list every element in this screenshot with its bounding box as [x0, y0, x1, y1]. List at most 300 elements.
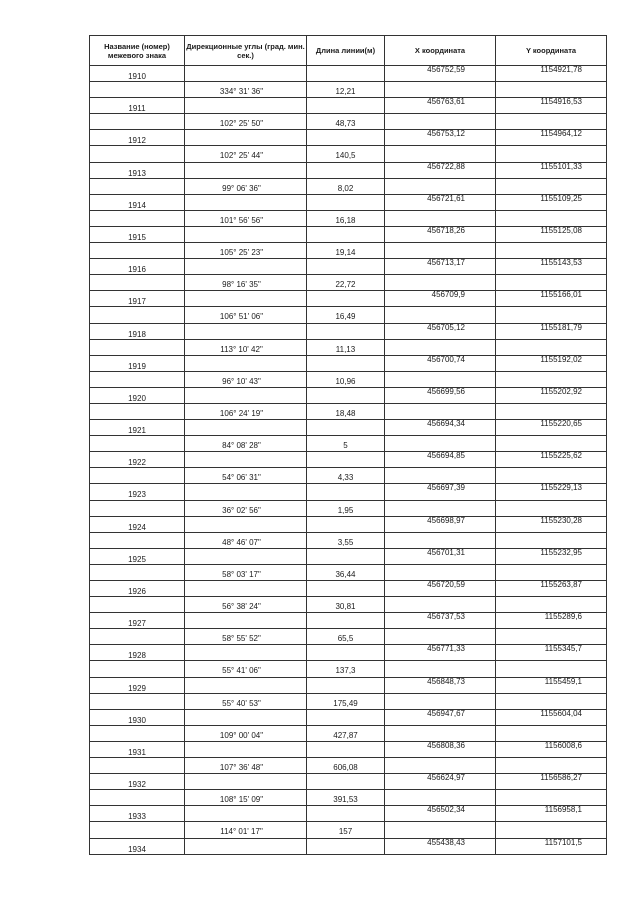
empty-cell [496, 629, 607, 645]
empty-cell [385, 694, 496, 710]
empty-cell [307, 517, 385, 533]
point-row [90, 742, 607, 758]
empty-cell [90, 790, 185, 806]
empty-cell [90, 661, 185, 677]
line-row [90, 790, 607, 806]
empty-cell [385, 758, 496, 774]
empty-cell [385, 114, 496, 130]
point-row [90, 645, 607, 661]
x-coordinate: 456701,31 [385, 549, 496, 565]
line-length: 18,48 [307, 404, 385, 420]
y-coordinate: 1155109,25 [496, 195, 607, 211]
x-coordinate: 455438,43 [385, 839, 496, 855]
line-length: 65,5 [307, 629, 385, 645]
empty-cell [185, 581, 307, 597]
line-row [90, 146, 607, 162]
y-coordinate: 1155101,33 [496, 163, 607, 179]
empty-cell [307, 98, 385, 114]
line-length: 11,13 [307, 340, 385, 356]
empty-cell [307, 806, 385, 822]
empty-cell [90, 629, 185, 645]
line-length: 5 [307, 436, 385, 452]
y-coordinate: 1155604,04 [496, 710, 607, 726]
empty-cell [307, 259, 385, 275]
direction-angle: 102° 25' 50" [185, 114, 307, 130]
point-name: 1926 [90, 581, 185, 597]
empty-cell [307, 613, 385, 629]
empty-cell [385, 146, 496, 162]
empty-cell [307, 420, 385, 436]
x-coordinate: 456694,85 [385, 452, 496, 468]
empty-cell [496, 597, 607, 613]
point-row [90, 259, 607, 275]
point-row [90, 774, 607, 790]
empty-cell [385, 629, 496, 645]
empty-cell [185, 452, 307, 468]
y-coordinate: 1155345,7 [496, 645, 607, 661]
direction-angle: 334° 31' 36" [185, 82, 307, 98]
empty-cell [90, 372, 185, 388]
empty-cell [307, 388, 385, 404]
point-row [90, 195, 607, 211]
empty-cell [185, 645, 307, 661]
empty-cell [185, 388, 307, 404]
line-length: 391,53 [307, 790, 385, 806]
header-angle: Дирекционные углы (град. мин. сек.) [185, 36, 307, 66]
empty-cell [90, 501, 185, 517]
line-row [90, 307, 607, 323]
coordinates-table [89, 35, 607, 855]
empty-cell [385, 501, 496, 517]
empty-cell [307, 227, 385, 243]
line-length: 10,96 [307, 372, 385, 388]
empty-cell [90, 822, 185, 838]
empty-cell [307, 163, 385, 179]
table-body [90, 66, 607, 855]
point-name: 1919 [90, 356, 185, 372]
line-row [90, 404, 607, 420]
point-name: 1923 [90, 484, 185, 500]
line-length: 16,18 [307, 211, 385, 227]
empty-cell [185, 613, 307, 629]
y-coordinate: 1155230,28 [496, 517, 607, 533]
x-coordinate: 456848,73 [385, 678, 496, 694]
point-row [90, 356, 607, 372]
empty-cell [496, 82, 607, 98]
y-coordinate: 1155125,08 [496, 227, 607, 243]
empty-cell [496, 404, 607, 420]
y-coordinate: 1155225,62 [496, 452, 607, 468]
x-coordinate: 456713,17 [385, 259, 496, 275]
empty-cell [307, 291, 385, 307]
x-coordinate: 456721,61 [385, 195, 496, 211]
line-length: 157 [307, 822, 385, 838]
direction-angle: 101° 56' 56" [185, 211, 307, 227]
y-coordinate: 1154921,78 [496, 66, 607, 82]
line-row [90, 661, 607, 677]
empty-cell [90, 179, 185, 195]
empty-cell [385, 211, 496, 227]
line-row [90, 82, 607, 98]
point-row [90, 130, 607, 146]
empty-cell [90, 597, 185, 613]
empty-cell [185, 259, 307, 275]
header-y: Y координата [496, 36, 607, 66]
line-row [90, 726, 607, 742]
empty-cell [307, 130, 385, 146]
direction-angle: 55° 41' 06" [185, 661, 307, 677]
direction-angle: 106° 24' 19" [185, 404, 307, 420]
empty-cell [496, 758, 607, 774]
point-name: 1921 [90, 420, 185, 436]
x-coordinate: 456698,97 [385, 517, 496, 533]
line-length: 16,49 [307, 307, 385, 323]
empty-cell [496, 468, 607, 484]
empty-cell [307, 774, 385, 790]
y-coordinate: 1154916,53 [496, 98, 607, 114]
line-row [90, 597, 607, 613]
point-row [90, 549, 607, 565]
line-length: 22,72 [307, 275, 385, 291]
empty-cell [307, 484, 385, 500]
point-row [90, 517, 607, 533]
line-row [90, 629, 607, 645]
empty-cell [385, 822, 496, 838]
direction-angle: 114° 01' 17" [185, 822, 307, 838]
x-coordinate: 456718,26 [385, 227, 496, 243]
empty-cell [496, 661, 607, 677]
line-row [90, 436, 607, 452]
empty-cell [385, 790, 496, 806]
point-name: 1912 [90, 130, 185, 146]
empty-cell [496, 822, 607, 838]
line-row [90, 275, 607, 291]
empty-cell [90, 243, 185, 259]
x-coordinate: 456699,56 [385, 388, 496, 404]
empty-cell [307, 839, 385, 855]
direction-angle: 106° 51' 06" [185, 307, 307, 323]
y-coordinate: 1155229,13 [496, 484, 607, 500]
point-name: 1929 [90, 678, 185, 694]
point-name: 1932 [90, 774, 185, 790]
point-row [90, 452, 607, 468]
empty-cell [307, 356, 385, 372]
empty-cell [385, 340, 496, 356]
empty-cell [496, 211, 607, 227]
line-row [90, 533, 607, 549]
line-row [90, 372, 607, 388]
line-row [90, 243, 607, 259]
point-name: 1927 [90, 613, 185, 629]
empty-cell [90, 275, 185, 291]
x-coordinate: 456763,61 [385, 98, 496, 114]
y-coordinate: 1155263,87 [496, 581, 607, 597]
x-coordinate: 456737,53 [385, 613, 496, 629]
empty-cell [185, 324, 307, 340]
x-coordinate: 456720,59 [385, 581, 496, 597]
point-row [90, 420, 607, 436]
empty-cell [90, 114, 185, 130]
y-coordinate: 1156958,1 [496, 806, 607, 822]
line-row [90, 340, 607, 356]
x-coordinate: 456694,34 [385, 420, 496, 436]
empty-cell [90, 694, 185, 710]
x-coordinate: 456709,9 [385, 291, 496, 307]
point-name: 1933 [90, 806, 185, 822]
point-row [90, 66, 607, 82]
x-coordinate: 456752,59 [385, 66, 496, 82]
x-coordinate: 456624,97 [385, 774, 496, 790]
point-name: 1914 [90, 195, 185, 211]
empty-cell [385, 661, 496, 677]
line-row [90, 758, 607, 774]
point-name: 1924 [90, 517, 185, 533]
empty-cell [90, 758, 185, 774]
direction-angle: 48° 46' 07" [185, 533, 307, 549]
y-coordinate: 1155459,1 [496, 678, 607, 694]
direction-angle: 55° 40' 53" [185, 694, 307, 710]
empty-cell [307, 742, 385, 758]
empty-cell [385, 404, 496, 420]
x-coordinate: 456700,74 [385, 356, 496, 372]
point-row [90, 484, 607, 500]
empty-cell [307, 581, 385, 597]
empty-cell [185, 774, 307, 790]
empty-cell [307, 549, 385, 565]
line-row [90, 694, 607, 710]
empty-cell [90, 533, 185, 549]
point-name: 1931 [90, 742, 185, 758]
y-coordinate: 1155232,95 [496, 549, 607, 565]
empty-cell [90, 436, 185, 452]
empty-cell [496, 790, 607, 806]
empty-cell [385, 275, 496, 291]
line-row [90, 179, 607, 195]
empty-cell [385, 372, 496, 388]
y-coordinate: 1155181,79 [496, 324, 607, 340]
line-length: 1,95 [307, 501, 385, 517]
empty-cell [496, 501, 607, 517]
empty-cell [185, 549, 307, 565]
line-length: 4,33 [307, 468, 385, 484]
empty-cell [90, 146, 185, 162]
empty-cell [90, 211, 185, 227]
line-length: 3,55 [307, 533, 385, 549]
x-coordinate: 456705,12 [385, 324, 496, 340]
empty-cell [185, 420, 307, 436]
empty-cell [185, 742, 307, 758]
empty-cell [90, 340, 185, 356]
empty-cell [185, 839, 307, 855]
empty-cell [496, 565, 607, 581]
line-length: 48,73 [307, 114, 385, 130]
line-row [90, 468, 607, 484]
empty-cell [307, 195, 385, 211]
line-length: 19,14 [307, 243, 385, 259]
empty-cell [185, 710, 307, 726]
point-name: 1915 [90, 227, 185, 243]
point-name: 1922 [90, 452, 185, 468]
point-row [90, 678, 607, 694]
direction-angle: 36° 02' 56" [185, 501, 307, 517]
direction-angle: 99° 06' 36" [185, 179, 307, 195]
line-length: 137,3 [307, 661, 385, 677]
point-row [90, 806, 607, 822]
direction-angle: 54° 06' 31" [185, 468, 307, 484]
point-row [90, 581, 607, 597]
y-coordinate: 1156586,27 [496, 774, 607, 790]
header-x: X координата [385, 36, 496, 66]
x-coordinate: 456753,12 [385, 130, 496, 146]
x-coordinate: 456722,88 [385, 163, 496, 179]
empty-cell [385, 533, 496, 549]
empty-cell [307, 645, 385, 661]
empty-cell [90, 404, 185, 420]
line-length: 12,21 [307, 82, 385, 98]
line-length: 36,44 [307, 565, 385, 581]
point-row [90, 291, 607, 307]
x-coordinate: 456808,36 [385, 742, 496, 758]
line-row [90, 822, 607, 838]
point-name: 1918 [90, 324, 185, 340]
point-row [90, 839, 607, 855]
empty-cell [496, 275, 607, 291]
table-header [90, 36, 607, 66]
empty-cell [496, 146, 607, 162]
line-length: 30,81 [307, 597, 385, 613]
x-coordinate: 456771,33 [385, 645, 496, 661]
empty-cell [385, 307, 496, 323]
empty-cell [185, 517, 307, 533]
empty-cell [185, 227, 307, 243]
y-coordinate: 1155192,02 [496, 356, 607, 372]
empty-cell [385, 179, 496, 195]
y-coordinate: 1155289,6 [496, 613, 607, 629]
direction-angle: 56° 38' 24" [185, 597, 307, 613]
line-length: 140,5 [307, 146, 385, 162]
point-name: 1917 [90, 291, 185, 307]
empty-cell [307, 678, 385, 694]
direction-angle: 96° 10' 43" [185, 372, 307, 388]
point-row [90, 227, 607, 243]
empty-cell [307, 324, 385, 340]
point-name: 1925 [90, 549, 185, 565]
direction-angle: 107° 36' 48" [185, 758, 307, 774]
x-coordinate: 456947,67 [385, 710, 496, 726]
line-length: 606,08 [307, 758, 385, 774]
line-length: 427,87 [307, 726, 385, 742]
empty-cell [185, 130, 307, 146]
empty-cell [307, 452, 385, 468]
empty-cell [496, 114, 607, 130]
line-length: 8,02 [307, 179, 385, 195]
direction-angle: 108° 15' 09" [185, 790, 307, 806]
empty-cell [185, 98, 307, 114]
line-row [90, 565, 607, 581]
empty-cell [307, 66, 385, 82]
point-row [90, 613, 607, 629]
point-name: 1916 [90, 259, 185, 275]
header-length: Длина линии(м) [307, 36, 385, 66]
point-name: 1913 [90, 163, 185, 179]
empty-cell [185, 356, 307, 372]
empty-cell [185, 66, 307, 82]
y-coordinate: 1155220,65 [496, 420, 607, 436]
empty-cell [385, 468, 496, 484]
y-coordinate: 1155202,92 [496, 388, 607, 404]
y-coordinate: 1157101,5 [496, 839, 607, 855]
point-name: 1911 [90, 98, 185, 114]
empty-cell [385, 436, 496, 452]
empty-cell [496, 726, 607, 742]
empty-cell [307, 710, 385, 726]
point-name: 1910 [90, 66, 185, 82]
empty-cell [90, 82, 185, 98]
empty-cell [385, 82, 496, 98]
empty-cell [496, 307, 607, 323]
y-coordinate: 1155166,01 [496, 291, 607, 307]
empty-cell [185, 806, 307, 822]
line-length: 175,49 [307, 694, 385, 710]
empty-cell [496, 436, 607, 452]
direction-angle: 98° 16' 35" [185, 275, 307, 291]
y-coordinate: 1155143,53 [496, 259, 607, 275]
direction-angle: 105° 25' 23" [185, 243, 307, 259]
line-row [90, 501, 607, 517]
empty-cell [185, 678, 307, 694]
direction-angle: 58° 55' 52" [185, 629, 307, 645]
empty-cell [385, 726, 496, 742]
direction-angle: 113° 10' 42" [185, 340, 307, 356]
y-coordinate: 1156008,6 [496, 742, 607, 758]
direction-angle: 109° 00' 04" [185, 726, 307, 742]
empty-cell [90, 468, 185, 484]
x-coordinate: 456697,39 [385, 484, 496, 500]
point-name: 1930 [90, 710, 185, 726]
point-row [90, 388, 607, 404]
header-name: Название (номер) межевого знака [90, 36, 185, 66]
empty-cell [185, 484, 307, 500]
empty-cell [90, 726, 185, 742]
point-name: 1928 [90, 645, 185, 661]
line-row [90, 211, 607, 227]
empty-cell [385, 597, 496, 613]
empty-cell [185, 195, 307, 211]
empty-cell [496, 694, 607, 710]
line-row [90, 114, 607, 130]
y-coordinate: 1154964,12 [496, 130, 607, 146]
empty-cell [496, 372, 607, 388]
point-name: 1934 [90, 839, 185, 855]
direction-angle: 58° 03' 17" [185, 565, 307, 581]
empty-cell [185, 163, 307, 179]
point-row [90, 98, 607, 114]
empty-cell [496, 533, 607, 549]
empty-cell [385, 243, 496, 259]
empty-cell [90, 565, 185, 581]
empty-cell [496, 179, 607, 195]
point-row [90, 324, 607, 340]
x-coordinate: 456502,34 [385, 806, 496, 822]
direction-angle: 84° 08' 28" [185, 436, 307, 452]
empty-cell [185, 291, 307, 307]
point-row [90, 710, 607, 726]
empty-cell [496, 243, 607, 259]
empty-cell [90, 307, 185, 323]
point-name: 1920 [90, 388, 185, 404]
empty-cell [496, 340, 607, 356]
direction-angle: 102° 25' 44" [185, 146, 307, 162]
